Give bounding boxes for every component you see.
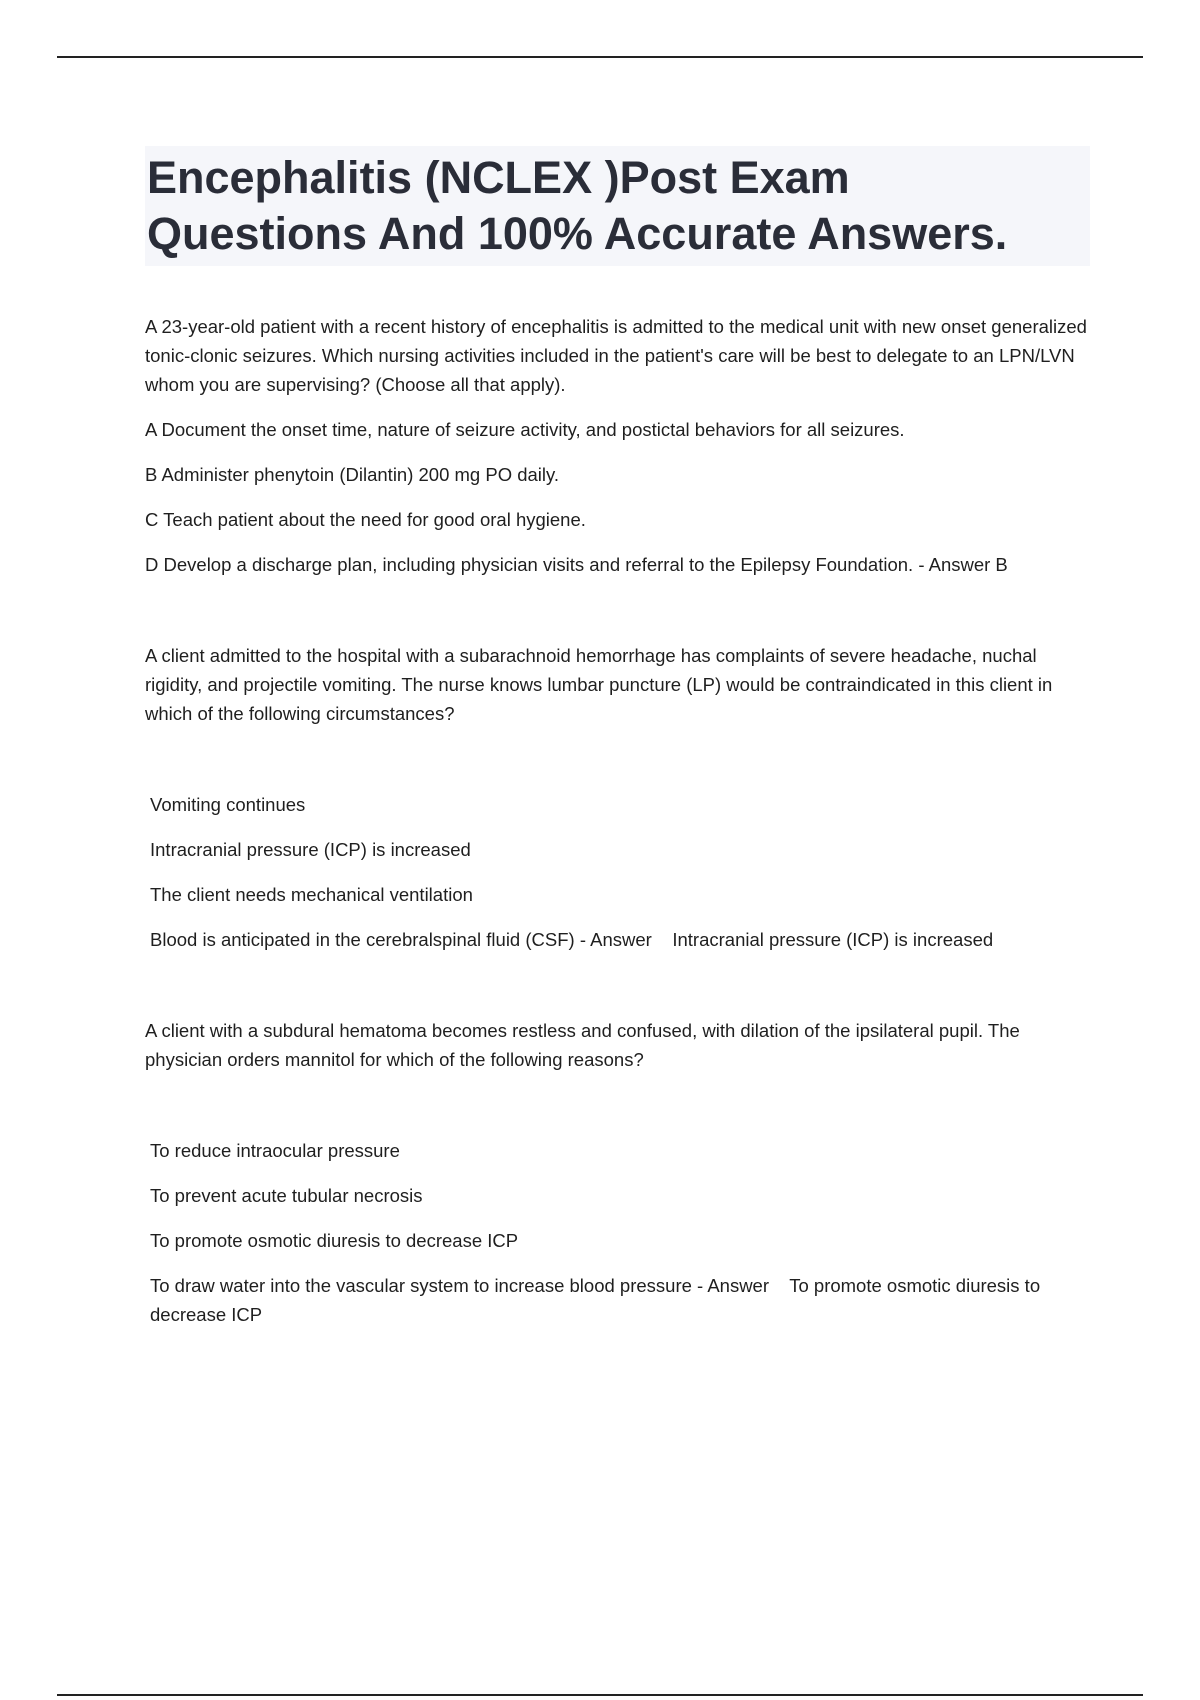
question-1-option-c: C Teach patient about the need for good oral hygiene.: [145, 509, 586, 530]
question-3: [145, 1016, 1090, 1074]
question-1-stem: A 23-year-old patient with a recent history of encephalitis is admitted to the medical unit with new onset generalized tonic-clonic seizures. Which nursing activities included in the patient's care will be best to delegate to an LPN/LVN whom you are supervising? (Choose all that apply).: [145, 316, 1087, 395]
question-1: [145, 312, 1090, 579]
question-2-option-4: Blood is anticipated in the cerebralspinal fluid (CSF) - Answer Intracranial pressure (ICP) is increased: [150, 929, 994, 950]
spacer: [145, 1074, 1090, 1136]
bottom-rule: [57, 1694, 1143, 1696]
title-line-1: Encephalitis (NCLEX )Post Exam: [147, 152, 850, 203]
question-2-options: [145, 790, 1090, 954]
title-box: [145, 146, 1090, 266]
question-3-option-4: To draw water into the vascular system to increase blood pressure - Answer To promote osmotic diuresis to decrease ICP: [150, 1275, 1046, 1325]
spacer: [145, 728, 1090, 790]
question-3-options: [145, 1136, 1090, 1329]
question-1-option-a: A Document the onset time, nature of seizure activity, and postictal behaviors for all seizures.: [145, 419, 905, 440]
question-2-option-3: The client needs mechanical ventilation: [150, 884, 473, 905]
question-2-stem: A client admitted to the hospital with a subarachnoid hemorrhage has complaints of severe headache, nuchal rigidity, and projectile vomiting. The nurse knows lumbar puncture (LP) would be contraindicated in this client in which of the following circumstances?: [145, 645, 1053, 724]
top-rule: [57, 56, 1143, 58]
question-2-option-2: Intracranial pressure (ICP) is increased: [150, 839, 471, 860]
spacer: [145, 954, 1090, 1016]
question-3-stem: A client with a subdural hematoma becomes restless and confused, with dilation of the ipsilateral pupil. The physician orders mannitol for which of the following reasons?: [145, 1020, 1020, 1070]
spacer: [145, 579, 1090, 641]
question-3-option-1: To reduce intraocular pressure: [150, 1140, 400, 1161]
question-3-option-2: To prevent acute tubular necrosis: [150, 1185, 423, 1206]
question-1-option-b: B Administer phenytoin (Dilantin) 200 mg PO daily.: [145, 464, 560, 485]
title-line-2: Questions And 100% Accurate Answers.: [147, 208, 1008, 259]
document-title: [147, 150, 1084, 262]
question-3-option-3: To promote osmotic diuresis to decrease ICP: [150, 1230, 519, 1251]
question-2: [145, 641, 1090, 728]
document-body: [145, 146, 1090, 1329]
question-2-option-1: Vomiting continues: [150, 794, 306, 815]
question-1-option-d: D Develop a discharge plan, including physician visits and referral to the Epilepsy Foundation. - Answer B: [145, 554, 1008, 575]
